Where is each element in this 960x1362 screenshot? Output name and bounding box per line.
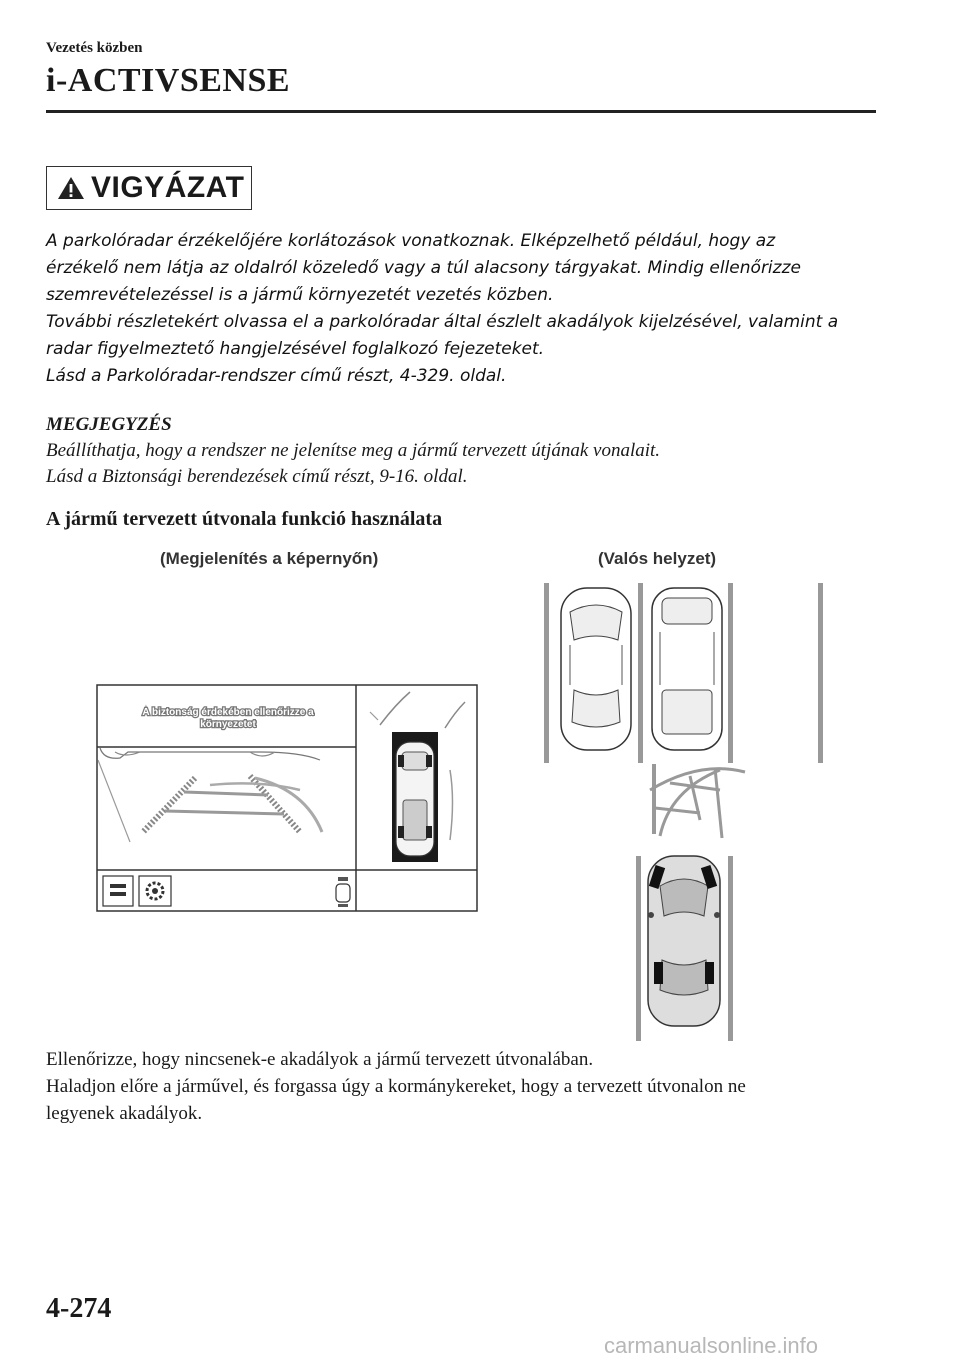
body-text [46, 1046, 906, 1127]
caution-line: radar figyelmeztető hangjelzésével foglalkozó fejezeteket. [46, 339, 545, 359]
screen-banner-line1: A biztonság érdekében ellenőrizze a [142, 707, 314, 718]
parked-car [652, 588, 722, 750]
subheading: A jármű tervezett útvonala funkció használata [46, 508, 443, 530]
figure-caption-real: (Valós helyzet) [598, 549, 717, 568]
parked-car [561, 588, 631, 750]
chapter-title: i-ACTIVSENSE [46, 62, 291, 99]
camera-switch-icon [103, 876, 133, 906]
section-label: Vezetés közben [46, 40, 143, 56]
caution-line: Lásd a Parkolóradar-rendszer című részt, 4-329. oldal. [46, 366, 507, 386]
caution-line: érzékelő nem látja az oldalról közeledő vagy a túl alacsony tárgyakat. Mindig ellenőrizze [46, 258, 801, 278]
figure-caption-screen: (Megjelenítés a képernyőn) [160, 549, 379, 568]
body-line: Ellenőrizze, hogy nincsenek-e akadályok a jármű tervezett útvonalában. [46, 1049, 594, 1070]
screen-banner-line2: környezetet [200, 719, 256, 730]
page-number: 4-274 [46, 1293, 112, 1324]
note-line: Lásd a Biztonsági berendezések című részt, 9-16. oldal. [46, 466, 468, 487]
caution-line: szemrevételezéssel is a jármű környezetét vezetés közben. [46, 285, 554, 305]
body-line: legyenek akadályok. [46, 1103, 203, 1124]
screen-display [97, 685, 477, 911]
caution-title: VIGYÁZAT [91, 171, 245, 204]
body-line: Haladjon előre a járművel, és forgassa úgy a kormánykereket, hogy a tervezett útvonalon ne [46, 1076, 746, 1097]
watermark-text[interactable]: carmanualsonline.info [604, 1333, 819, 1358]
own-car [648, 856, 720, 1026]
note-line: Beállíthatja, hogy a rendszer ne jelenítse meg a jármű tervezett útjának vonalait. [46, 440, 661, 461]
real-situation [544, 583, 823, 1041]
caution-line: A parkolóradar érzékelőjére korlátozások vonatkoznak. Elképzelhető például, hogy az [46, 231, 776, 251]
caution-line: További részletekért olvassa el a parkolóradar által észlelt akadályok kijelzésével, valamint a [46, 312, 839, 332]
note-title: MEGJEGYZÉS [46, 414, 172, 435]
